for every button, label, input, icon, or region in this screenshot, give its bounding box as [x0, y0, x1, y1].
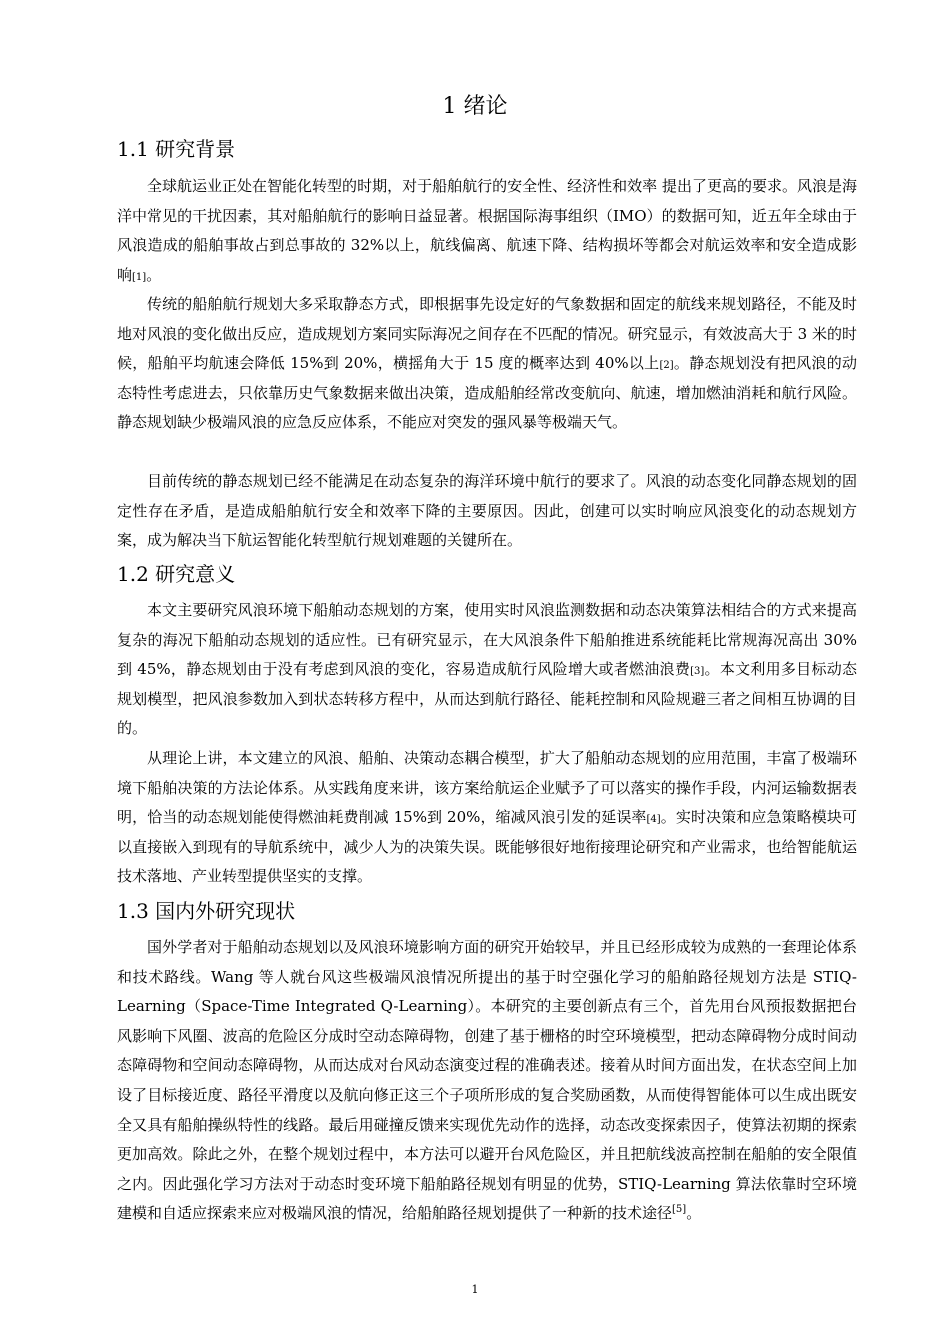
paragraph-text: 全球航运业正处在智能化转型的时期，对于船舶航行的安全性、经济性和效率 提出了更高的要求。风浪是海洋中常见的干扰因素，其对船舶航行的影响日益显著。根据国际海事组织（IMO）的数据可知，近五年全球由于风浪造成的船舶事故占到总事故的 32%以上，航线偏离、航速下降、结构损坏等都会对航运效率和安全造成影响: [117, 177, 857, 284]
citation-ref: [5]: [672, 1204, 687, 1216]
citation-ref: [4]: [646, 814, 661, 826]
paragraph-text: 国外学者对于船舶动态规划以及风浪环境影响方面的研究开始较早，并且已经形成较为成熟的一套理论体系和技术路线。Wang 等人就台风这些极端风浪情况所提出的基于时空强化学习的船舶路径规划方法是 STIQ-Learning（Space-Time Integrated Q-Learning）。本研究的主要创新点有三个，首先用台风预报数据把台风影响下风圈、波高的危险区分成时空动态障碍物，创建了基于栅格的时空环境模型，把动态障碍物分成时间动态障碍物和空间动态障碍物，从而达成对台风动态演变过程的准确表述。接着从时间方面出发，在状态空间上加设了目标接近度、路径平滑度以及航向修正这三个子项所形成的复合奖励函数，从而使得智能体可以生成出既安全又具有船舶操纵特性的线路。最后用碰撞反馈来实现优先动作的选择，动态改变探索因子，使算法初期的探索更加高效。除此之外，在整个规划过程中，本方法可以避开台风危险区，并且把航线波高控制在船舶的安全限值之内。因此强化学习方法对于动态时变环境下船舶路径规划有明显的优势，STIQ-Learning 算法依靠时空环境建模和自适应探索来应对极端风浪的情况，给船舶路径规划提供了一种新的技术途径: [117, 938, 857, 1223]
citation-ref: [2]: [659, 360, 674, 372]
section-heading-1-1: 1.1 研究背景: [117, 137, 236, 161]
citation-ref: [3]: [690, 666, 705, 678]
paragraph-1-3-1: [117, 933, 857, 1229]
paragraph-text: 传统的船舶航行规划大多采取静态方式，即根据事先设定好的气象数据和固定的航线来规划路径，不能及时地对风浪的变化做出反应，造成规划方案同实际海况之间存在不匹配的情况。研究显示，有效波高大于 3 米的时候，船舶平均航速会降低 15%到 20%，横摇角大于 15 度的概率达到 40%以上: [117, 295, 857, 373]
paragraph-text-tail: 。静态规划没有把风浪的动态特性考虑进去，只依靠历史气象数据来做出决策，造成船舶经常改变航向、航速，增加燃油消耗和航行风险。静态规划缺少极端风浪的应急反应体系，不能应对突发的强风暴等极端天气。: [117, 354, 857, 432]
paragraph-text: 从理论上讲，本文建立的风浪、船舶、决策动态耦合模型，扩大了船舶动态规划的应用范围，丰富了极端环境下船舶决策的方法论体系。从实践角度来讲，该方案给航运企业赋予了可以落实的操作手段，内河运输数据表明，恰当的动态规划能使得燃油耗费削减 15%到 20%，缩减风浪引发的延误率: [117, 749, 857, 827]
page-number: 1: [471, 1283, 479, 1296]
paragraph-text: 本文主要研究风浪环境下船舶动态规划的方案，使用实时风浪监测数据和动态决策算法相结合的方式来提高复杂的海况下船舶动态规划的适应性。已有研究显示，在大风浪条件下船舶推进系统能耗比常规海况高出 30%到 45%，静态规划由于没有考虑到风浪的变化，容易造成航行风险增大或者燃油浪费: [117, 601, 857, 679]
paragraph-text: 目前传统的静态规划已经不能满足在动态复杂的海洋环境中航行的要求了。风浪的动态变化同静态规划的固定性存在矛盾，是造成船舶航行安全和效率下降的主要原因。因此，创建可以实时响应风浪变化的动态规划方案，成为解决当下航运智能化转型航行规划难题的关键所在。: [117, 472, 857, 550]
section-heading-1-3: 1.3 国内外研究现状: [117, 899, 296, 923]
paragraph-1-1-1: [117, 172, 857, 290]
paragraph-text-tail: 。本文利用多目标动态规划模型，把风浪参数加入到状态转移方程中，从而达到航行路径、能耗控制和风险规避三者之间相互协调的目的。: [117, 660, 857, 738]
paragraph-1-1-2: [117, 290, 857, 438]
paragraph-1-2-1: [117, 596, 857, 744]
chapter-title: 1 绪论: [442, 94, 508, 119]
paragraph-text-tail: 。实时决策和应急策略模块可以直接嵌入到现有的导航系统中，减少人为的决策失误。既能够很好地衔接理论研究和产业需求，也给智能航运技术落地、产业转型提供坚实的支撑。: [117, 808, 857, 886]
citation-ref: [1]: [132, 271, 147, 283]
paragraph-1-1-3: [117, 467, 857, 556]
section-heading-1-2: 1.2 研究意义: [117, 562, 236, 586]
paragraph-text-tail: 。: [146, 265, 162, 284]
paragraph-text-tail: 。: [686, 1204, 702, 1223]
paragraph-1-2-2: [117, 744, 857, 892]
